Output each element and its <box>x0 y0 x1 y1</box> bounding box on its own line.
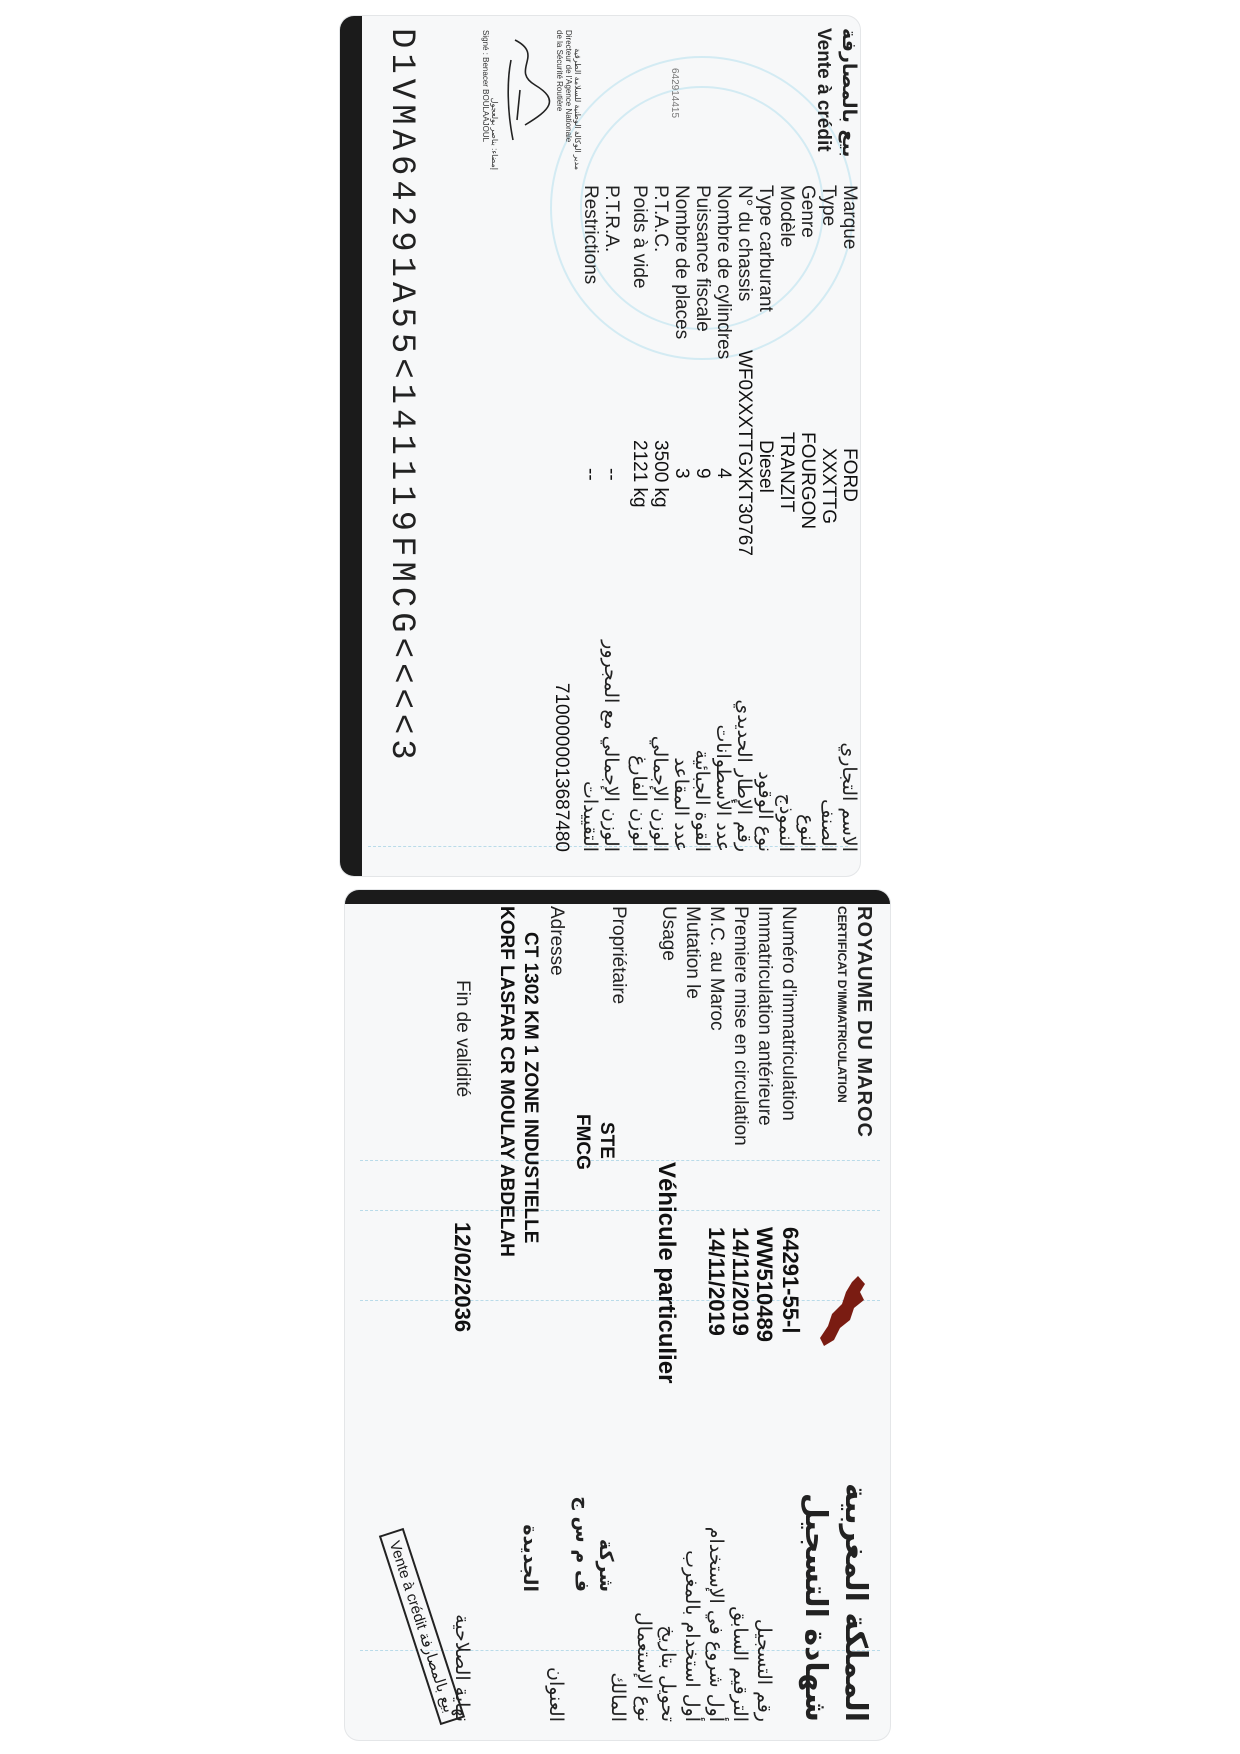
field-label: Type <box>818 185 839 227</box>
address-label-ar: العنوان <box>545 1666 567 1722</box>
field-label-ar: الترقيم السابق <box>729 1606 751 1722</box>
owner-label: Propriétaire <box>608 906 629 1005</box>
field-value: 14/11/2019 <box>704 1227 729 1336</box>
address-line-1: CT 1302 KM 1 ZONE INDUSTIELLE <box>520 932 541 1244</box>
handwritten-signature <box>503 30 555 150</box>
field-label: Marque <box>839 185 860 250</box>
field-label-ar: تحويل بتاريخ <box>657 1625 679 1722</box>
field-label: P.T.R.A. <box>601 185 622 253</box>
front-title-fr-1: ROYAUME DU MAROC <box>853 906 875 1138</box>
signature-title-ar: مدير الوكالة الوطنية للسلامة الطرقية <box>573 48 582 170</box>
front-title-ar-1: المملكة المغربية <box>838 1482 873 1722</box>
signature-name-fr: Signé : Benacer BOULAAJOUL <box>481 30 490 143</box>
field-label-ar: أول استخدام بالمغرب <box>681 1550 703 1722</box>
field-label-ar: الوزن الإجمالي مع المجرور <box>600 640 622 852</box>
field-value: 4 <box>713 468 734 479</box>
field-value: Diesel <box>755 440 776 493</box>
field-value: 14/11/2019 <box>728 1227 753 1336</box>
field-label-ar: رقم الإطار الحديدي <box>733 699 755 852</box>
owner-name-ar-1: شركة <box>595 1538 617 1592</box>
signature-title-fr-2: de la Sécurité Routière <box>555 30 564 112</box>
field-label: M.C. au Maroc <box>706 906 727 1031</box>
field-label-ar: الاسم التجاري <box>838 742 860 852</box>
field-label-ar: أول شروع في الإستخدام <box>705 1526 727 1722</box>
field-value: 9 <box>692 468 713 479</box>
stamp-text-fr: Vente à crédit <box>385 1538 431 1632</box>
front-content <box>355 892 875 1742</box>
field-label-ar: القوة الجبائية <box>691 749 713 852</box>
field-label: N° du chassis <box>734 185 755 302</box>
field-label-ar: التقييدات <box>579 780 601 852</box>
address-label: Adresse <box>546 906 567 976</box>
field-label: Puissance fiscale <box>692 185 713 332</box>
field-value: 3500 kg <box>650 440 671 508</box>
field-label-ar: نوع الإستعمال <box>633 1612 655 1722</box>
validity-date: 12/02/2036 <box>450 1222 475 1333</box>
owner-name-1: STE <box>596 1122 617 1159</box>
owner-name-ar-2: ف م س ج <box>571 1496 593 1592</box>
signature-title-fr: Directeur de l'Agence Nationale <box>564 30 573 143</box>
field-label: Premiere mise en circulation <box>730 906 751 1146</box>
field-label: Immatriculation antérieure <box>754 906 775 1126</box>
field-value: 2121 kg <box>629 440 650 508</box>
validity-label-ar: نهاية الصلاحية <box>451 1614 473 1722</box>
field-label: Restrictions <box>580 185 601 285</box>
field-label: Modèle <box>776 185 797 248</box>
field-label-ar: الوزن الفارغ <box>628 754 650 852</box>
field-value: WW510489 <box>752 1227 777 1342</box>
signature-name-ar: إمضاء: بناصر بولعجول <box>490 97 499 170</box>
field-value: Véhicule particulier <box>653 1162 680 1384</box>
back-title-fr: Vente à crédit <box>813 28 834 152</box>
field-label-ar: النموذج <box>775 793 797 852</box>
field-label-ar: عدد المقاعد <box>670 757 692 852</box>
field-label: Nombre de places <box>671 185 692 340</box>
field-value: FORD <box>839 448 860 502</box>
signature-block <box>481 30 582 170</box>
field-label-ar: الوزن الإجمالي <box>649 735 671 852</box>
validity-label: Fin de validité <box>452 980 473 1098</box>
field-label: P.T.A.C. <box>650 185 671 253</box>
field-value: 3 <box>671 468 692 479</box>
field-label: Poids à vide <box>629 185 650 289</box>
field-value: 64291-ا-55 <box>778 1227 803 1334</box>
field-label-ar: نوع الوقود <box>754 771 776 852</box>
field-label: Genre <box>797 185 818 238</box>
address-city-ar: الجديدة <box>519 1524 541 1592</box>
back-title-ar: بيع بالمصارفة <box>838 28 860 158</box>
field-label: Usage <box>658 906 679 961</box>
field-label-ar: الصنف <box>817 799 839 852</box>
field-value: TRANZIT <box>776 432 797 513</box>
field-value: XXXTTG <box>818 448 839 525</box>
field-label: Type carburant <box>755 185 776 312</box>
front-title-ar-2: شهادة التسجيل <box>798 1492 833 1722</box>
address-line-2: KORF LASFAR CR MOULAY ABDELAH <box>496 906 517 1257</box>
field-label-ar: عدد الأسطوانات <box>712 724 734 852</box>
field-label-ar: رقم التسجيل <box>753 1618 775 1722</box>
field-value: -- <box>601 468 622 481</box>
field-label: Nombre de cylindres <box>713 185 734 360</box>
field-label-ar: النوع <box>796 814 818 852</box>
mrz-line: D1VMA64291A55<141119FMCG<<<<3 <box>382 28 420 765</box>
back-content <box>360 20 860 880</box>
field-value: -- <box>580 468 601 481</box>
field-label: Mutation le <box>682 906 703 999</box>
stamp-text-ar: بيع بالمصارفة <box>415 1629 459 1715</box>
owner-label-ar: المالك <box>607 1672 629 1722</box>
field-label: Numéro d'immatriculation <box>778 906 799 1121</box>
card-edge <box>340 16 362 876</box>
field-value: FOURGON <box>797 432 818 530</box>
field-value: WF0XXXTTGXKT30767 <box>734 350 755 556</box>
back-serial: 642914415 <box>669 68 680 119</box>
document-number: 7100000013687480 <box>551 682 572 852</box>
owner-name-2: FMCG <box>572 1114 593 1170</box>
front-title-fr-2: CERTIFICAT D'IMMATRICULATION <box>835 906 849 1103</box>
